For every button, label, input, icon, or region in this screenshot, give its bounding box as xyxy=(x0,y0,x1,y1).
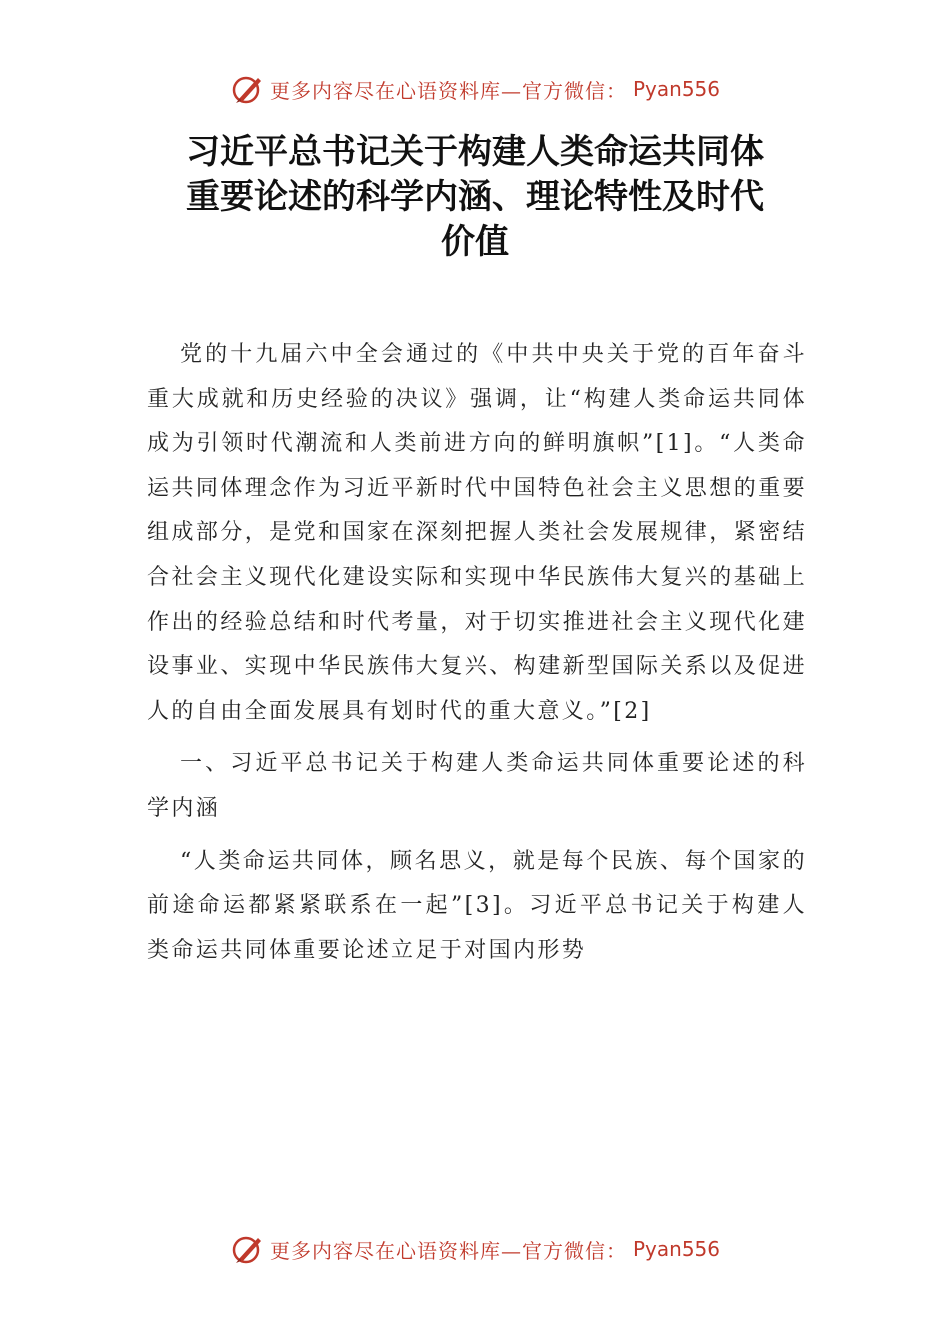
title-line-1: 习近平总书记关于构建人类命运共同体 xyxy=(186,132,764,172)
pen-logo-icon xyxy=(230,1232,264,1266)
paragraph-2: “人类命运共同体，顾名思义，就是每个民族、每个国家的前途命运都紧紧联系在一起”[3]。习近平总书记关于构建人类命运共同体重要论述立足于对国内形势 xyxy=(147,848,807,963)
footer-banner xyxy=(0,1232,950,1266)
title-line-2: 重要论述的科学内涵、理论特性及时代 xyxy=(186,177,764,217)
header-banner xyxy=(0,72,950,106)
title-line-3: 价值 xyxy=(441,222,509,262)
pen-logo-icon xyxy=(230,72,264,106)
section-heading-1: 一、习近平总书记关于构建人类命运共同体重要论述的科学内涵 xyxy=(147,751,807,821)
banner-text: 更多内容尽在心语资料库—官方微信： xyxy=(269,1238,627,1263)
page-title xyxy=(145,130,805,265)
banner-text: 更多内容尽在心语资料库—官方微信： xyxy=(269,78,627,103)
banner-wechat-id: Pyan556 xyxy=(632,1237,720,1261)
banner-wechat-id: Pyan556 xyxy=(632,77,720,101)
paragraph-1: 党的十九届六中全会通过的《中共中央关于党的百年奋斗重大成就和历史经验的决议》强调，让“构建人类命运共同体成为引领时代潮流和人类前进方向的鲜明旗帜”[1]。“人类命运共同体理念作为习近平新时代中国特色社会主义思想的重要组成部分，是党和国家在深刻把握人类社会发展规律，紧密结合社会主义现代化建设实际和实现中华民族伟大复兴的基础上作出的经验总结和时代考量，对于切实推进社会主义现代化建设事业、实现中华民族伟大复兴、构建新型国际关系以及促进人的自由全面发展具有划时代的重大意义。”[2] xyxy=(147,342,807,724)
document-body xyxy=(147,333,807,973)
